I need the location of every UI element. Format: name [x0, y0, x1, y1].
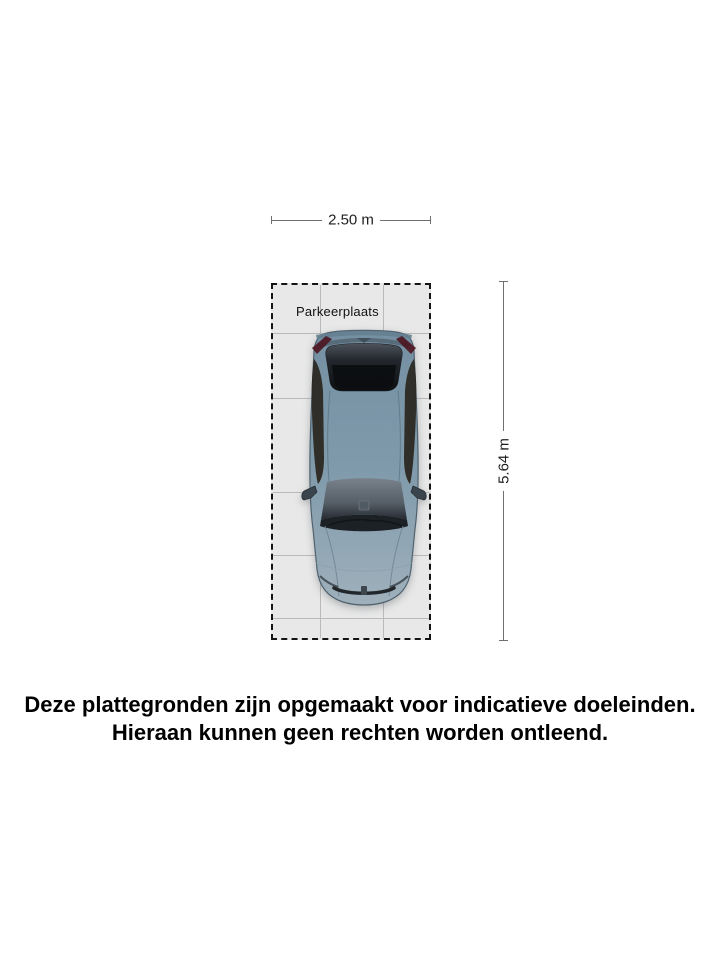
disclaimer-line-1: Deze plattegronden zijn opgemaakt voor indicatieve doeleinden.: [24, 692, 696, 717]
width-dimension-label: 2.50 m: [322, 212, 380, 229]
depth-dimension-tick-bottom: [499, 640, 508, 641]
width-dimension: [271, 212, 431, 228]
disclaimer-line-2: Hieraan kunnen geen rechten worden ontleend.: [111, 720, 609, 745]
car-rear-window: [326, 343, 403, 391]
width-dimension-tick-right: [430, 216, 431, 224]
width-dimension-tick-left: [271, 216, 272, 224]
grid-line: [273, 618, 429, 619]
depth-dimension-tick-top: [499, 281, 508, 282]
parking-space: [271, 283, 431, 640]
disclaimer: [0, 691, 720, 747]
car-top-view: [301, 329, 427, 611]
depth-dimension-label: 5.64 m: [496, 431, 513, 491]
depth-dimension: [496, 281, 512, 641]
parking-space-label: Parkeerplaats: [296, 304, 379, 319]
car-windshield: [320, 478, 408, 531]
